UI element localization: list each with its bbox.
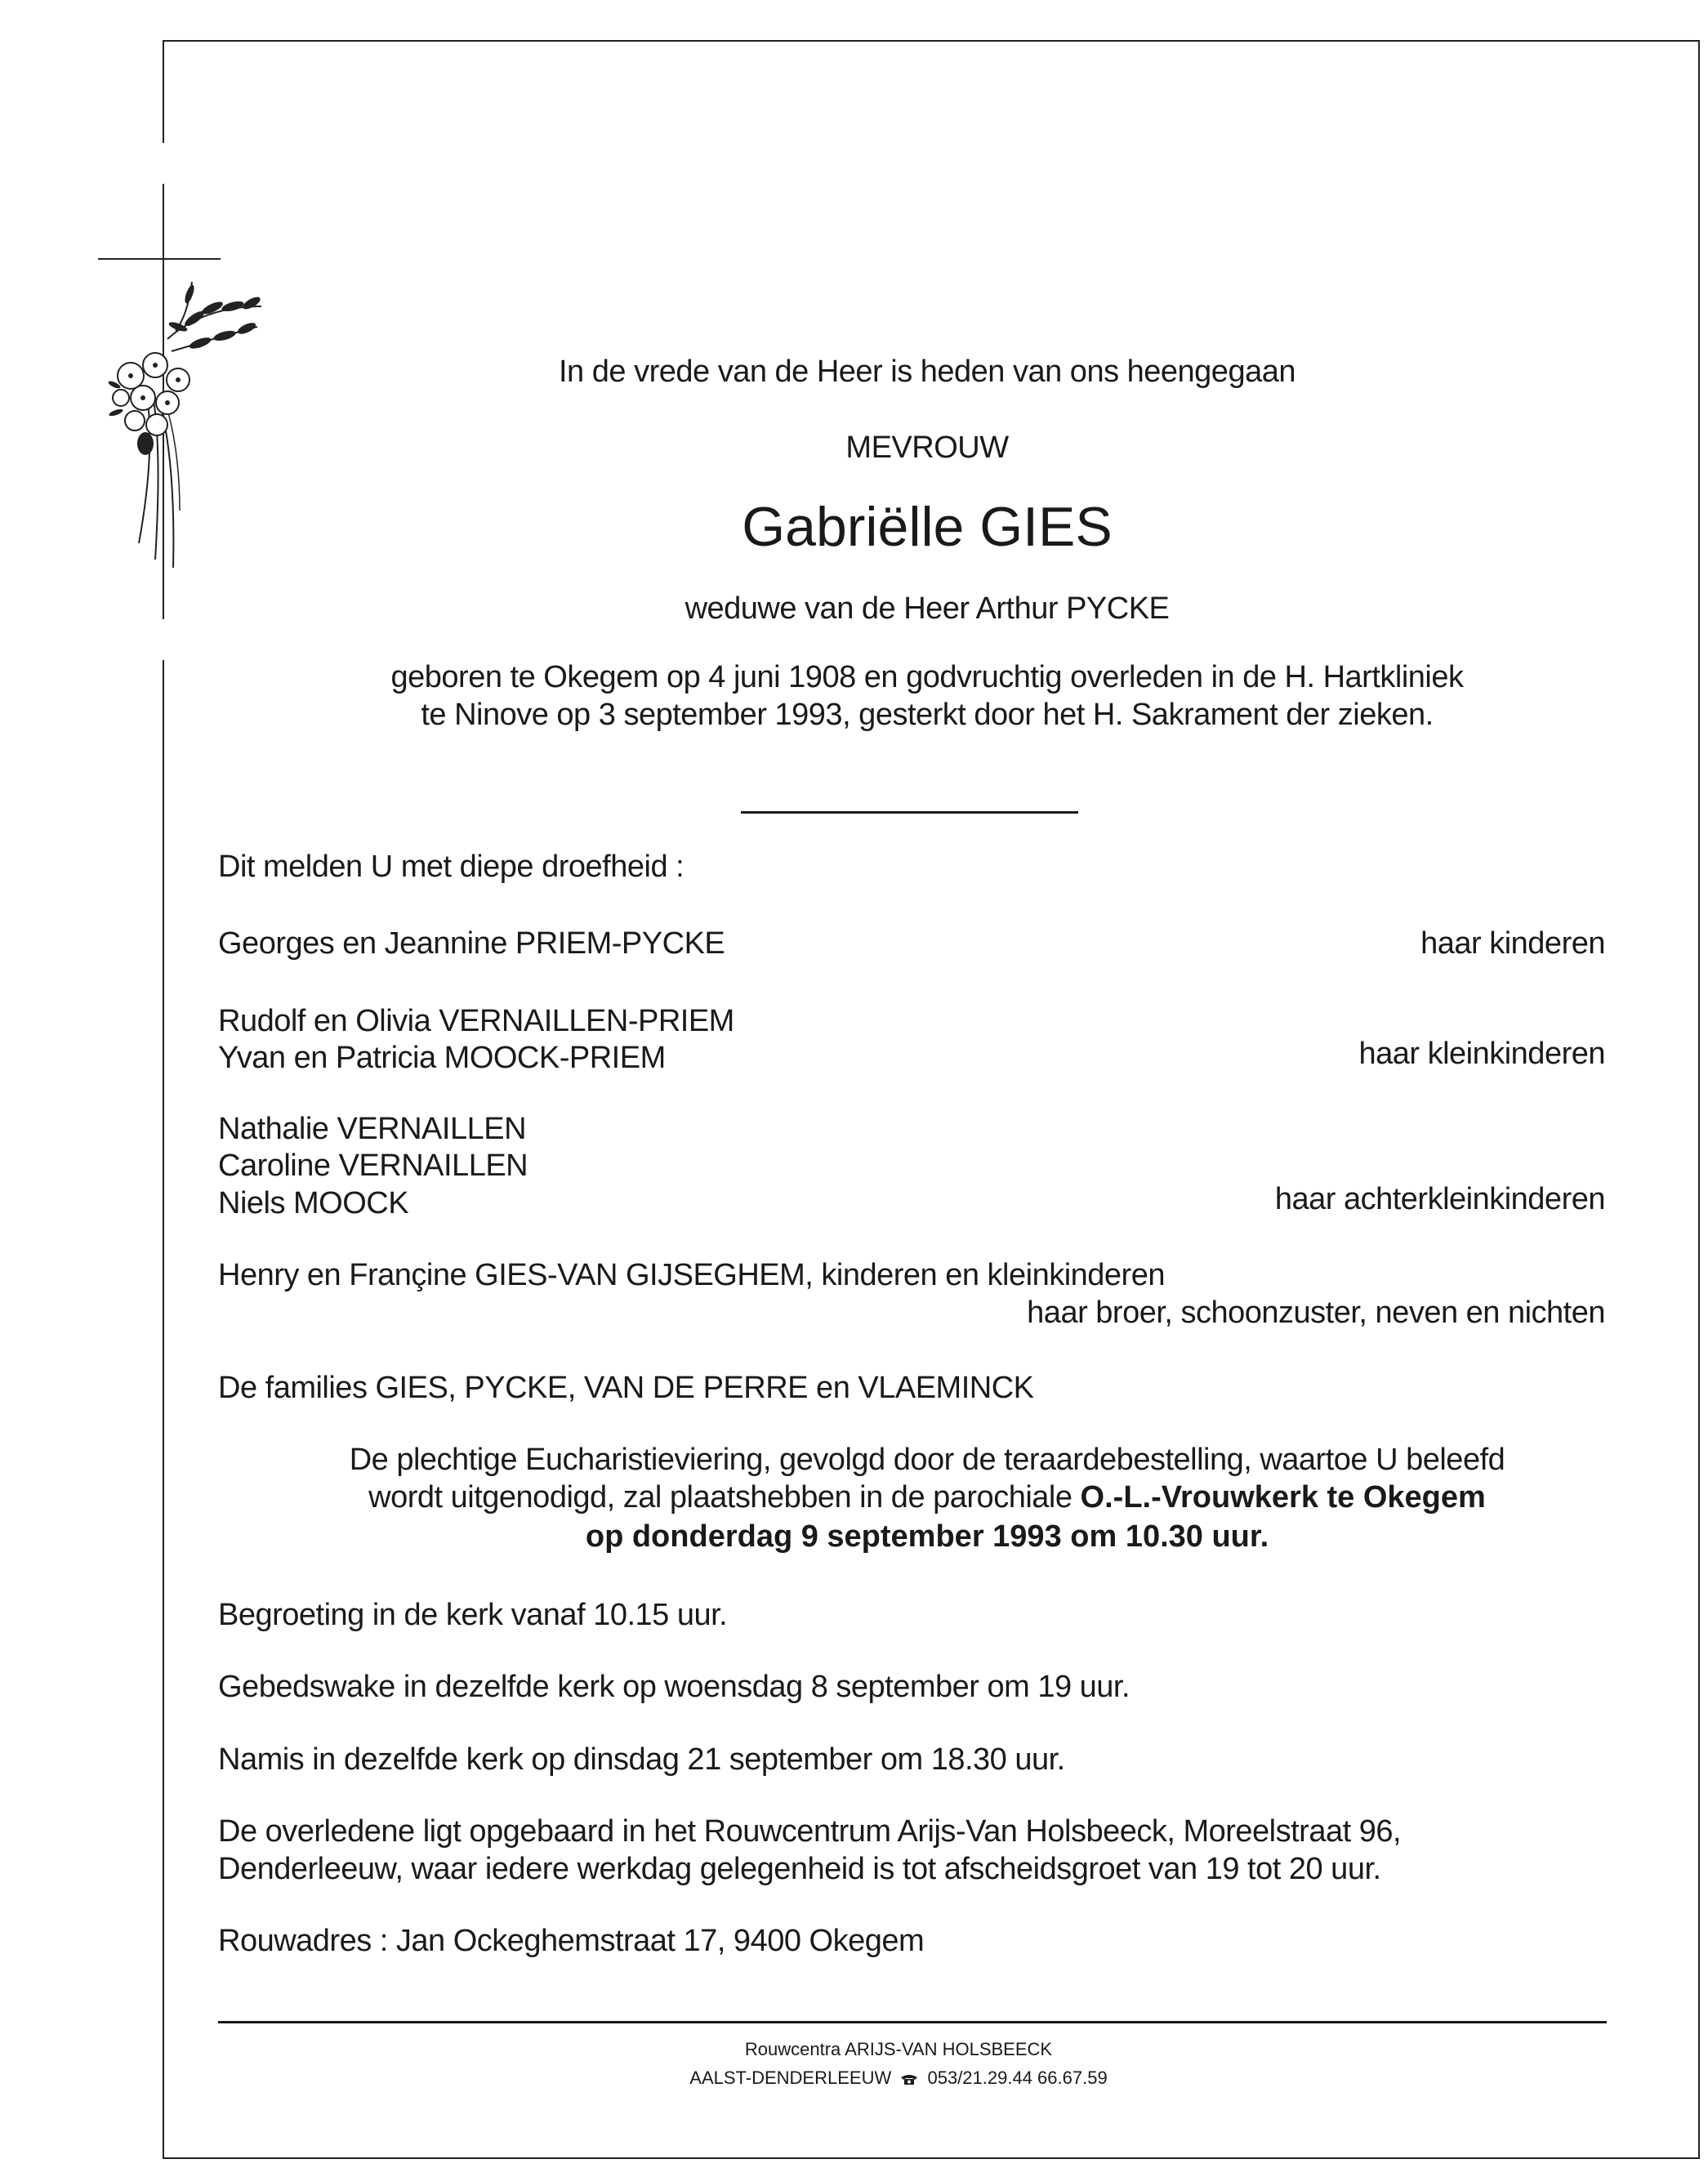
- salutation: MEVROUW: [845, 430, 1009, 465]
- announcement: Dit melden U met diepe droefheid :: [218, 850, 685, 884]
- ceremony-text: wordt uitgenodigd, zal plaatshebben in de parochiale: [368, 1480, 1073, 1514]
- intro-line: In de vrede van de Heer is heden van ons heengegaan: [559, 355, 1295, 389]
- funeral-home-location: AALST-DENDERLEEUW: [689, 2068, 892, 2088]
- family-name: Henry en Françine GIES-VAN GIJSEGHEM, kinderen en kleinkinderen: [218, 1258, 1165, 1292]
- border-right: [1698, 40, 1700, 2157]
- laid-out-note: Denderleeuw, waar iedere werkdag gelegenheid is tot afscheidsgroet van 19 tot 20 uur.: [218, 1852, 1381, 1886]
- family-relation: haar achterkleinkinderen: [1274, 1182, 1605, 1216]
- mass-note: Namis in dezelfde kerk op dinsdag 21 september om 18.30 uur.: [218, 1742, 1065, 1777]
- vigil-note: Gebedswake in dezelfde kerk op woensdag 8 september om 19 uur.: [218, 1670, 1130, 1704]
- ceremony-line: [172, 1479, 1683, 1516]
- family-name: Georges en Jeannine PRIEM-PYCKE: [218, 926, 725, 961]
- greeting-note: Begroeting in de kerk vanaf 10.15 uur.: [218, 1598, 728, 1632]
- border-left: [163, 40, 164, 143]
- family-name: Yvan en Patricia MOOCK-PRIEM: [218, 1041, 666, 1075]
- ceremony-line: De plechtige Eucharistieviering, gevolgd door de teraardebestelling, waartoe U beleefd: [349, 1443, 1505, 1477]
- home-address: Rouwadres : Jan Ockeghemstraat 17, 9400 Okegem: [218, 1924, 925, 1958]
- church-name: O.-L.-Vrouwkerk te Okegem: [1080, 1480, 1486, 1514]
- border-top: [163, 40, 1700, 42]
- family-relation: haar kleinkinderen: [1358, 1037, 1605, 1071]
- family-name: Nathalie VERNAILLEN: [218, 1112, 527, 1146]
- footer-divider: [218, 2021, 1607, 2023]
- telephone-icon: [899, 2072, 919, 2085]
- family-name: Niels MOOCK: [218, 1186, 409, 1220]
- family-relation: haar broer, schoonzuster, neven en nichten: [1027, 1296, 1605, 1330]
- funeral-home-name: Rouwcentra ARIJS-VAN HOLSBEECK: [744, 2039, 1053, 2059]
- birth-death-line: te Ninove op 3 september 1993, gesterkt door het H. Sakrament der zieken.: [421, 698, 1434, 732]
- border-left: [163, 660, 164, 2159]
- border-bottom: [163, 2157, 1700, 2159]
- funeral-home-contact: [0, 2067, 1708, 2090]
- family-relation: haar kinderen: [1420, 926, 1605, 961]
- deceased-name: Gabriëlle GIES: [742, 496, 1113, 558]
- widow-of-line: weduwe van de Heer Arthur PYCKE: [685, 591, 1170, 626]
- divider: [741, 811, 1078, 814]
- funeral-home-phone: 053/21.29.44 66.67.59: [927, 2068, 1108, 2088]
- family-name: Caroline VERNAILLEN: [218, 1149, 528, 1183]
- birth-death-line: geboren te Okegem op 4 juni 1908 en godvruchtig overleden in de H. Hartkliniek: [390, 660, 1464, 694]
- laid-out-note: De overledene ligt opgebaard in het Rouwcentrum Arijs-Van Holsbeeck, Moreelstraat 96,: [218, 1814, 1402, 1849]
- ceremony-date: op donderdag 9 september 1993 om 10.30 uur.: [585, 1519, 1269, 1554]
- families-line: De families GIES, PYCKE, VAN DE PERRE en VLAEMINCK: [218, 1371, 1034, 1405]
- family-name: Rudolf en Olivia VERNAILLEN-PRIEM: [218, 1004, 734, 1038]
